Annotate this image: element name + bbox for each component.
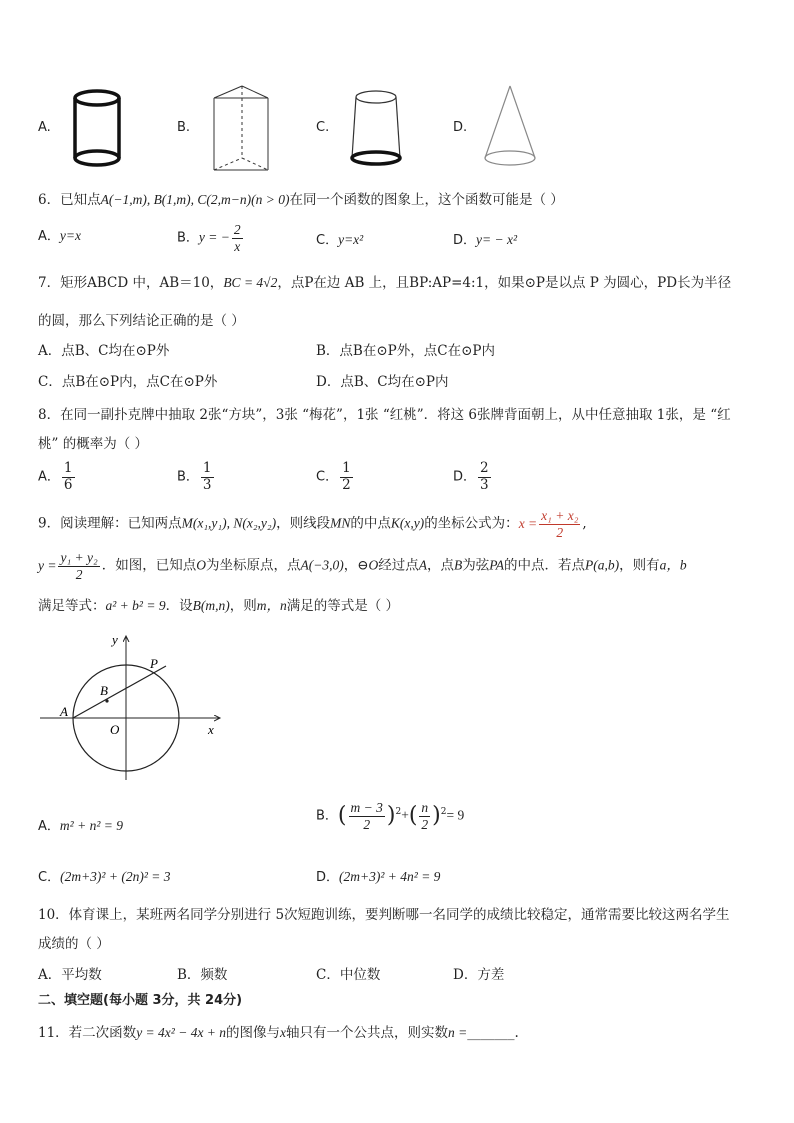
q8-option-d: D． $\frac{2}{3}$ <box>453 460 489 493</box>
cylinder-icon <box>70 88 124 168</box>
q7-option-a: A．点B、C均在⊙P外 <box>38 343 170 359</box>
question-7-line-1: 7．矩形ABCD 中，AB＝10，BC = 4√2，点P在边 AB 上，且BP:AP=4:1，如果⊙P是以点 P 为圆心，PD长为半径 <box>38 275 732 291</box>
triangular-prism-icon <box>208 82 274 174</box>
q10-option-c: C．中位数 <box>316 967 381 983</box>
q8-option-b: B． $\frac{1}{3}$ <box>177 460 212 493</box>
question-7-line-2: 的圆，那么下列结论正确的是（ ） <box>38 313 245 329</box>
q9-midpoint-y-formula: y = $\frac{\text{y₁ + y₂}}{2}$ <box>38 550 98 582</box>
q5-option-d: D. <box>453 120 468 135</box>
chord-pa <box>73 666 166 718</box>
question-8-line-1: 8．在同一副扑克牌中抽取 2张“方块”，3张 “梅花”，1张 “红桃”．将这 6张牌背面朝上，从中任意抽取 1张，是 “红 <box>38 407 731 423</box>
q10-option-a: A．平均数 <box>38 967 102 983</box>
question-8-line-2: 桃” 的概率为（ ） <box>38 436 148 452</box>
q10-option-d: D．方差 <box>453 967 505 983</box>
q6-option-a: A．y=x <box>38 228 81 244</box>
question-10-line-2: 成绩的（ ） <box>38 936 110 952</box>
question-10-line-1: 10．体育课上，某班两名同学分别进行 5次短跑训练，要判断哪一名同学的成绩比较稳定，通常需要比较这两名学生 <box>38 907 730 923</box>
q9-option-b: B．( $\frac{m - 3}{2}$ )$^2$+( $\frac{n}{2}$ )$^2$= 9 <box>316 800 465 832</box>
q6-option-c: C．y=x² <box>316 232 364 248</box>
section-heading-fill-in: 二、填空题(每小题 3分，共 24分) <box>38 993 243 1008</box>
question-9-line-3: 满足等式：a² + b² = 9．设B(m,n)，则m，n满足的等式是（ ） <box>38 598 399 614</box>
q5-option-c: C. <box>316 120 330 135</box>
q7-option-c: C．点B在⊙P内，点C在⊙P外 <box>38 374 218 390</box>
answer-blank[interactable]: _______ <box>467 1025 515 1041</box>
q7-option-b: B．点B在⊙P外，点C在⊙P内 <box>316 343 495 359</box>
q9-option-c: C．(2m+3)² + (2n)² = 3 <box>38 869 171 885</box>
q9-option-a: A．m² + n² = 9 <box>38 818 123 834</box>
q5-option-a: A. <box>38 120 51 135</box>
question-6-stem: 6．已知点A(−1,m), B(1,m), C(2,m−n)(n > 0)在同一个函数的图象上，这个函数可能是（ ） <box>38 192 564 208</box>
point-b <box>105 699 108 702</box>
q8-option-a: A． $\frac{1}{6}$ <box>38 460 73 493</box>
q9-circle-figure <box>38 630 228 790</box>
svg-text:x: x <box>208 722 214 737</box>
svg-text:P: P <box>150 656 158 671</box>
q6-option-d: D．y= − x² <box>453 232 518 248</box>
q9-midpoint-x-formula: x = $\frac{\text{x₁ + x₂}}{2}$ <box>518 508 579 540</box>
question-11: 11．若二次函数y = 4x² − 4x + n的图像与x轴只有一个公共点，则实数n =_______. <box>38 1025 519 1041</box>
q8-option-c: C． $\frac{1}{2}$ <box>316 460 351 493</box>
svg-text:O: O <box>110 722 120 737</box>
svg-text:A: A <box>60 704 68 719</box>
q7-option-d: D．点B、C均在⊙P内 <box>316 374 449 390</box>
svg-text:y: y <box>112 632 118 647</box>
question-9-line-2: y = $\frac{\text{y₁ + y₂}}{2}$ ．如图，已知点O为坐标原点，点A(−3,0)，⊖O经过点A，点B为弦PA的中点．若点P(a,b)，则有a，b <box>38 550 687 582</box>
cone-icon <box>482 82 538 168</box>
q6-option-b: B．y = − $\frac{2}{x}$ <box>177 222 241 254</box>
question-9-line-1: 9．阅读理解：已知两点M(x₁,y₁), N(x₂,y₂)，则线段MN的中点K(x,y)的坐标公式为：x = $\frac{\text{x₁ + x₂}}{2}$ , <box>38 508 587 540</box>
q10-option-b: B．频数 <box>177 967 228 983</box>
q6-points: A(−1,m), B(1,m), C(2,m−n)(n > 0) <box>100 192 290 207</box>
frustum-cup-icon <box>348 88 404 168</box>
q9-option-d: D．(2m+3)² + 4n² = 9 <box>316 869 441 885</box>
svg-text:B: B <box>100 683 108 698</box>
q6-option-b-fraction: $\frac{2}{x}$ <box>233 222 241 254</box>
q5-option-b: B. <box>177 120 191 135</box>
